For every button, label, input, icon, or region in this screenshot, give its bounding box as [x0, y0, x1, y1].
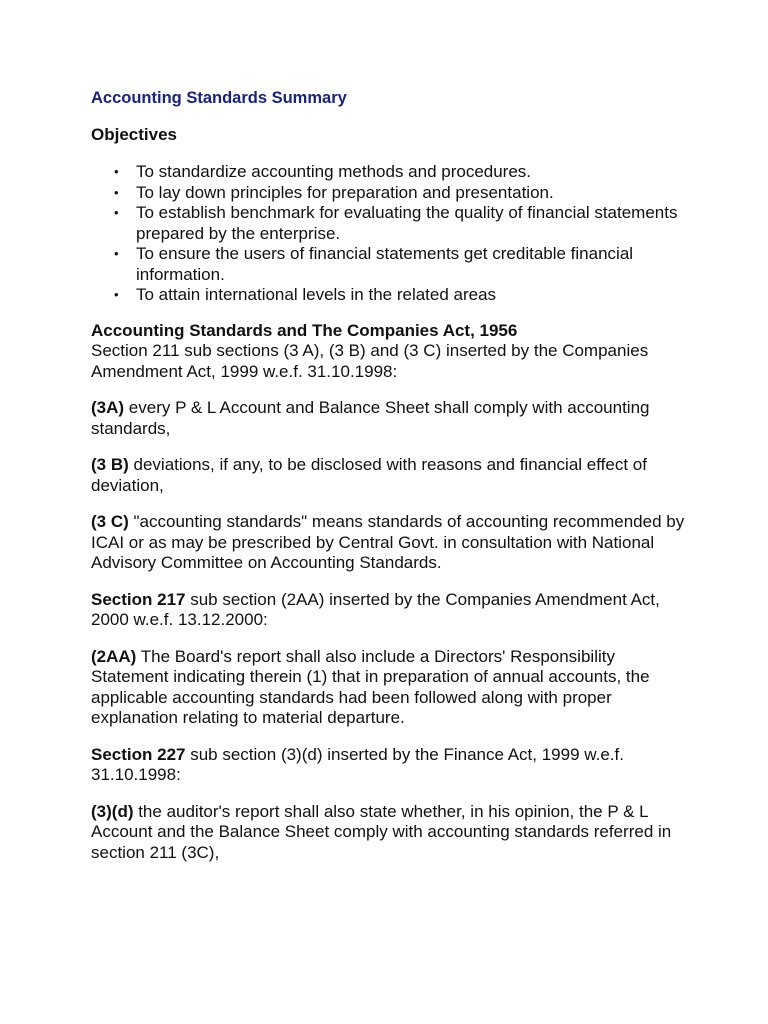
document-page [91, 88, 691, 879]
companies-act-heading: Accounting Standards and The Companies Act, 1956 [91, 320, 518, 340]
companies-act-section [91, 321, 691, 383]
list-item [114, 182, 691, 204]
clause-3c [91, 512, 691, 574]
bullet-icon: • [114, 184, 119, 200]
clause-label: (2AA) [91, 646, 137, 666]
list-item [114, 285, 691, 306]
clause-label: (3 B) [91, 455, 129, 474]
clause-label: Section 217 [91, 589, 186, 609]
bullet-icon: • [114, 246, 119, 261]
objectives-heading: Objectives [91, 124, 177, 144]
clause-text: sub section (2AA) inserted by the Companies Amendment Act, 2000 w.e.f. 13.12.2000: [91, 589, 660, 629]
companies-act-intro: Section 211 sub sections (3 A), (3 B) and (3 C) inserted by the Companies Amendment Act, 1999 w.e.f. 31.10.1998: [91, 341, 649, 381]
bullet-icon: • [114, 205, 119, 220]
list-item [114, 203, 691, 244]
clause-label: (3A) [91, 398, 125, 417]
clause-label: (3 C) [91, 512, 129, 531]
bullet-icon: • [114, 164, 119, 179]
clause-text: every P & L Account and Balance Sheet shall comply with accounting standards, [91, 398, 650, 438]
list-item-text: To standardize accounting methods and procedures. [136, 162, 532, 181]
section-217 [91, 590, 691, 631]
document-title: Accounting Standards Summary [91, 89, 347, 107]
clause-text: sub section (3)(d) inserted by the Finance Act, 1999 w.e.f. 31.10.1998: [91, 744, 624, 784]
clause-text: The Board's report shall also include a Directors' Responsibility Statement indicating therein (1) that in preparation of annual accounts, the applicable accounting standards had been followed along with proper explanation relating to material departure. [91, 646, 650, 727]
clause-text: "accounting standards" means standards of accounting recommended by ICAI or as may be prescribed by Central Govt. in consultation with National Advisory Committee on Accounting Standards. [91, 512, 685, 572]
clause-text: the auditor's report shall also state whether, in his opinion, the P & L Account and the Balance Sheet comply with accounting standards referred in section 211 (3C), [91, 801, 672, 862]
objectives-list [91, 162, 691, 306]
list-item [114, 244, 691, 285]
list-item [114, 162, 691, 183]
clause-3b [91, 455, 691, 496]
bullet-icon: • [114, 287, 119, 302]
clause-label: Section 227 [91, 744, 186, 764]
list-item-text: To establish benchmark for evaluating the quality of financial statements prepared by the enterprise. [136, 203, 678, 243]
list-item-text: To lay down principles for preparation and presentation. [136, 182, 554, 202]
list-item-text: To ensure the users of financial statements get creditable financial information. [136, 244, 634, 284]
list-item-text: To attain international levels in the related areas [136, 285, 497, 304]
clause-3a [91, 398, 691, 439]
clause-2aa [91, 647, 691, 729]
section-227 [91, 745, 691, 786]
clause-text: deviations, if any, to be disclosed with reasons and financial effect of deviation, [91, 455, 647, 495]
clause-label: (3)(d) [91, 801, 134, 821]
clause-3d [91, 802, 691, 864]
